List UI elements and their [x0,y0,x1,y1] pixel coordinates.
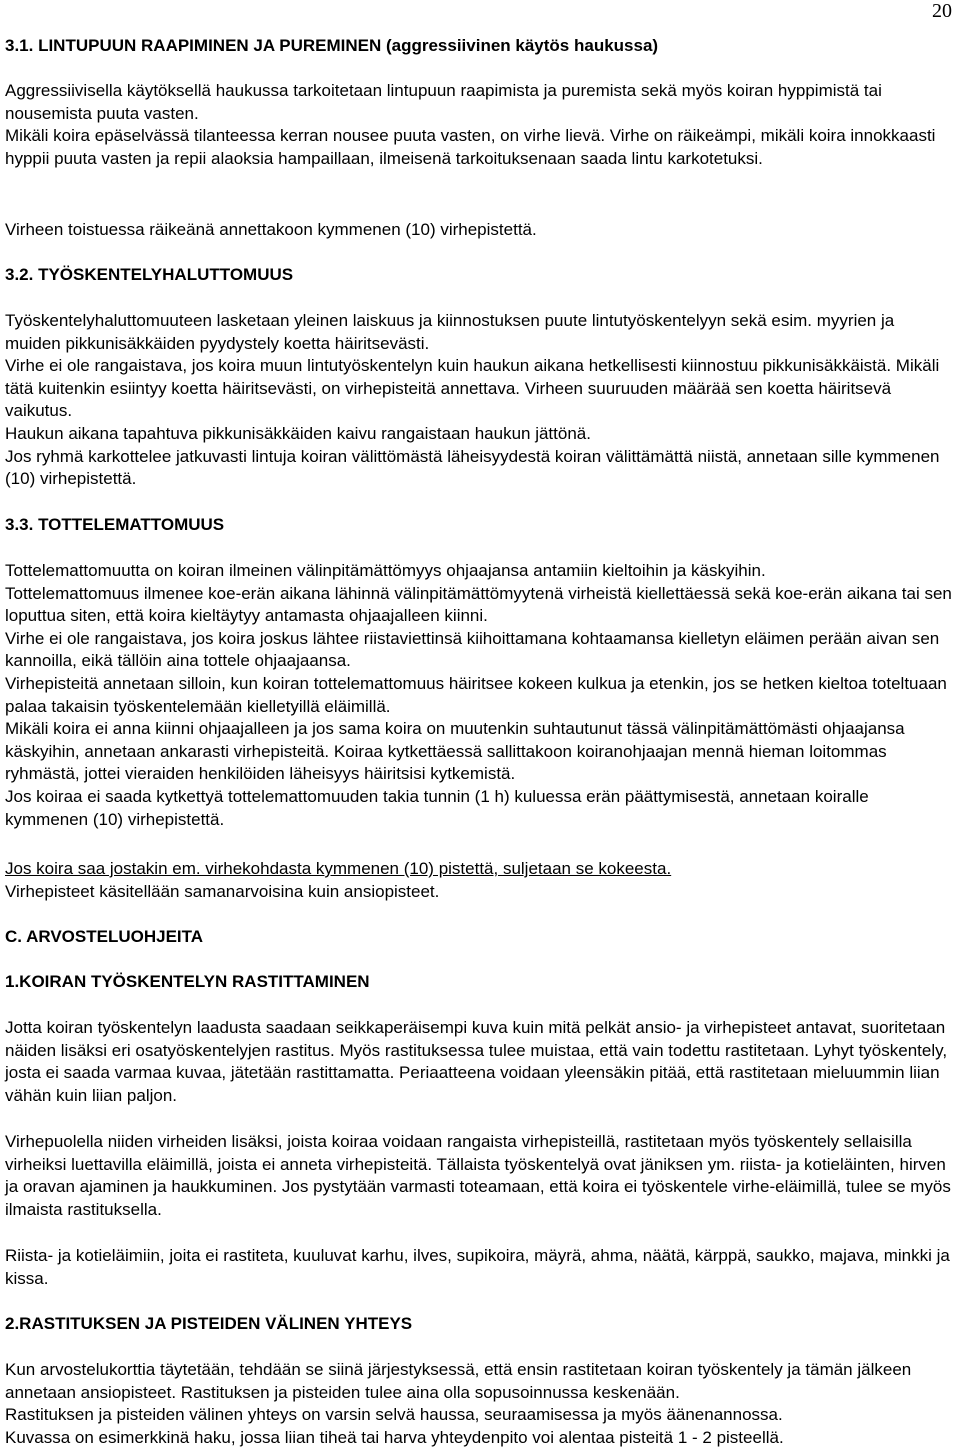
paragraph: Virhe ei ole rangaistava, jos koira joskus lähtee riistaviettinsä kiihoittamana kohtaamansa kielletyn eläimen perään aivan sen kannoilla, eikä tällöin aina tottele ohjaajaansa. [5,628,940,671]
paragraph: Mikäli koira ei anna kiinni ohjaajalleen ja jos sama koira on muutenkin suhtautunut tässä välinpitämättömästi ohjaajansa käskyihin, annetaan ankarasti virhepisteitä. Koiraa kytkettäessä sallittakoon koiranohjaajan mennä hieman loitommas ryhmästä, jottei vieraiden henkilöiden läheisyys häiritsisi kytkemistä. [5,719,905,784]
paragraph: Tottelemattomuutta on koiran ilmeinen välinpitämättömyys ohjaajansa antamiin kieltoihin ja käskyihin. [5,561,766,580]
page-number: 20 [932,0,952,22]
section-3-1 [5,35,953,58]
section-heading: C. ARVOSTELUOHJEITA [5,927,204,946]
paragraph: Jotta koiran työskentelyn laadusta saadaan seikkaperäisempi kuva kuin mitä pelkät ansio- ja virhepisteet antavat, suoritetaan näiden lisäksi eri osatyöskentelyjen rastitus. Myös rastituksessa tulee muistaa, että vain todettu rastitetaan. Lyhyt työskentely, josta ei saada varmaa kuvaa, jätetään rastittamatta. Periaatteena voidaan yleensäkin pitää, että rastitetaan mieluummin liian vähän kuin liian paljon. [5,1018,948,1105]
section-1-body-b [5,1131,953,1221]
paragraph: Virhe ei ole rangaistava, jos koira muun lintutyöskentelyn kuin haukun aikana hetkellisesti kiinnostuu pikkunisäkkäistä. Mikäli tätä kuitenkin esiintyy koetta häiritsevästi, on virhepisteitä annettava. Virheen suuruuden määrää sen koetta häiritsevä vaikutus. [5,356,940,421]
section-heading: 3.3. TOTTELEMATTOMUUS [5,515,225,534]
paragraph: Kuvassa on esimerkkinä haku, jossa liian tiheä tai harva yhteydenpito voi alentaa pisteitä 1 - 2 pisteellä. [5,1427,784,1447]
paragraph: Jos ryhmä karkottelee jatkuvasti lintuja koiran välittömästä läheisyydestä koiran välittämättä niistä, annetaan sille kymmenen (10) virhepistettä. [5,446,940,489]
paragraph: Jos koiraa ei saada kytkettyä tottelemattomuuden takia tunnin (1 h) kuluessa erän päättymisestä, annetaan koiralle kymmenen (10) virhepistettä. [5,786,869,829]
paragraph: Mikäli koira epäselvässä tilanteessa kerran nousee puuta vasten, on virhe lievä. Virhe on räikeämpi, mikäli koira innokkaasti hyppii puuta vasten ja repii alaoksia hampaillaan, ilmeisenä tarkoituksenaan saada lintu karkotetuksi. [5,126,936,168]
paragraph: Virheen toistuessa räikeänä annettakoon kymmenen (10) virhepistettä. [5,220,537,239]
section-3-1-footer [5,219,953,242]
section-2-body [5,1359,953,1449]
underlined-paragraph: Jos koira saa jostakin em. virhekohdasta kymmenen (10) pistettä, suljetaan se kokeesta. [5,859,672,878]
section-2 [5,1313,953,1336]
section-3-3 [5,514,953,537]
section-3-3-footer [5,858,953,903]
paragraph: Rastituksen ja pisteiden välinen yhteys on varsin selvä haussa, seuraamisessa ja myös äänenannossa. [5,1405,783,1425]
section-c [5,926,953,949]
paragraph: Virhepisteitä annetaan silloin, kun koiran tottelemattomuus häiritsee kokeen kulkua ja etenkin, jos se hetken kieltoa toteltuaan palaa takaisin työskentelemään kielletyillä eläimillä. [5,673,947,716]
section-1-body-c [5,1245,953,1290]
paragraph: Virhepuolella niiden virheiden lisäksi, joista koiraa voidaan rangaista virhepisteillä, rastitetaan myös työskentely sellaisilla virheiksi luettavilla eläimillä, joista ei anneta virhepisteitä. Tällaista työskentelyä ovat jäniksen ym. riista- ja kotieläinten, hirven ja oravan ajaminen ja haukkuminen. Jos pystytään varmasti toteamaan, että koira ei työskentele virhe-eläimillä, tulee se myös ilmaista rastituksella. [5,1132,951,1219]
section-1 [5,971,953,994]
section-heading: 1.KOIRAN TYÖSKENTELYN RASTITTAMINEN [5,972,370,991]
section-heading: 3.1. LINTUPUUN RAAPIMINEN JA PUREMINEN (aggressiivinen käytös haukussa) [5,36,659,55]
paragraph: Virhepisteet käsitellään samanarvoisina kuin ansiopisteet. [5,881,440,901]
paragraph: Aggressiivisella käytöksellä haukussa tarkoitetaan lintupuun raapimista ja puremista sekä myös koiran hyppimistä tai nousemista puuta vasten. [5,81,882,123]
paragraph: Kun arvostelukorttia täytetään, tehdään se siinä järjestyksessä, että ensin rastitetaan koiran työskentely ja tämän jälkeen annetaan ansiopisteet. Rastituksen ja pisteiden tulee aina olla sopusoinnussa keskenään. [5,1360,912,1402]
paragraph: Tottelemattomuus ilmenee koe-erän aikana lähinnä välinpitämättömyytenä virheistä kiellettäessä sekä koe-erän aikana tai sen loputtua siten, että koira kieltäytyy antamasta ohjaajalleen kiinni. [5,583,952,626]
section-1-body-a [5,1017,953,1107]
section-3-3-body [5,560,953,831]
section-heading: 3.2. TYÖSKENTELYHALUTTOMUUS [5,265,294,284]
section-heading: 2.RASTITUKSEN JA PISTEIDEN VÄLINEN YHTEYS [5,1314,413,1333]
section-3-2 [5,264,953,287]
paragraph: Riista- ja kotieläimiin, joita ei rastiteta, kuuluvat karhu, ilves, supikoira, mäyrä, ahma, näätä, kärppä, saukko, majava, minkki ja kissa. [5,1246,950,1288]
section-3-2-body [5,310,953,491]
paragraph: Haukun aikana tapahtuva pikkunisäkkäiden kaivu rangaistaan haukun jättönä. [5,423,591,443]
paragraph: Työskentelyhaluttomuuteen lasketaan yleinen laiskuus ja kiinnostuksen puute lintutyöskentelyyn sekä esim. myyrien ja muiden pikkunisäkkäiden pyydystely koetta häiritsevästi. [5,311,895,353]
section-3-1-body [5,80,953,170]
